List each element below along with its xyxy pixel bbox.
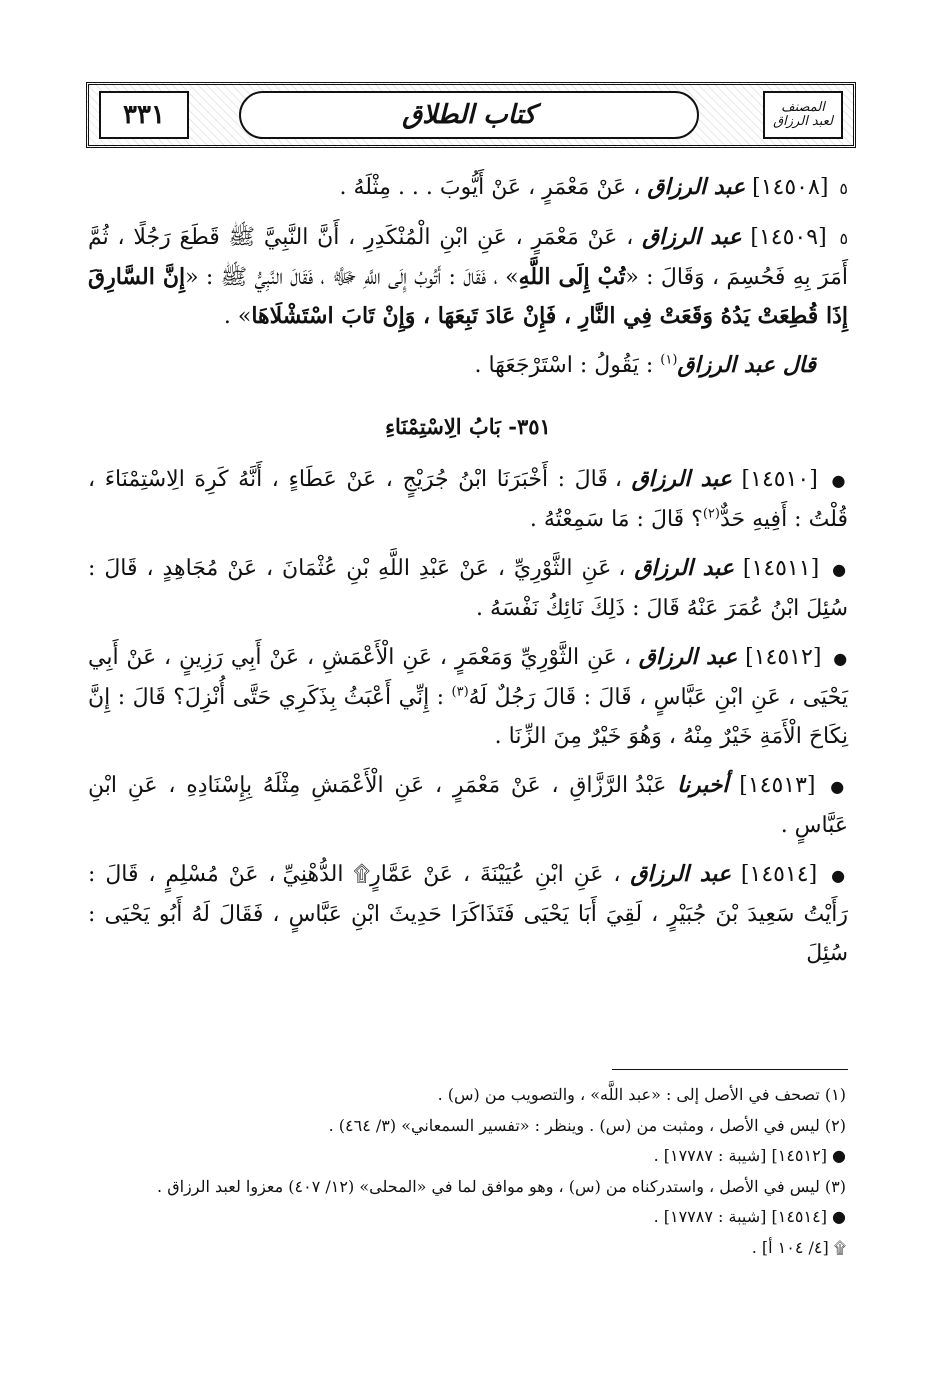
saying-text: : يَقُولُ : اسْتَرْجَعَهَا . — [474, 353, 654, 378]
main-text — [88, 168, 848, 983]
hadith-marker: ٥ — [839, 229, 849, 248]
hadith-14508 — [88, 168, 848, 208]
footnote-3: (٣) ليس في الأصل ، واستدركناه من (س) ، وهو موافق لما في «المحلى» (١٢/ ٤٠٧) معزوا لعبد الرزاق . — [157, 1176, 846, 1196]
hadith-text: » ، فَقَالَ : أَتُوبُ إِلَى اللَّهِ ﷻ ، فَقَالَ النَّبِيُّ ﷺ : « — [185, 265, 519, 290]
footnote-ref-14512: ● [١٤٥١٢] [شيبة : ١٧٧٨٧] . — [653, 1146, 846, 1165]
hadith-narrator: أخبرنا — [677, 772, 729, 798]
hadith-number: [١٤٥١٣] — [739, 773, 816, 798]
hadith-text: ، عَنِ الثَّوْرِيِّ وَمَعْمَرٍ ، عَنِ الْأَعْمَشِ ، عَنْ أَبِي رَزِينٍ ، عَنْ أَبِي يَحْيَى ، عَنِ ابْنِ عَبَّاسٍ ، قَالَ : قَالَ رَجُلٌ لَهُ — [88, 645, 848, 710]
hadith-narrator: عبد الرزاق — [634, 555, 734, 581]
logo-line-1: المصنف — [781, 99, 825, 115]
hadith-text: ؟ قَالَ : مَا سَمِعْتُهُ . — [529, 507, 703, 532]
hadith-marker: ● — [833, 649, 848, 668]
footnote-ref: (٣) — [451, 684, 469, 700]
hadith-14511 — [88, 549, 848, 628]
hadith-narrator: عبد الرزاق — [642, 224, 742, 250]
prophet-saying: تُبْ إِلَى اللَّهِ — [518, 264, 626, 290]
hadith-text: عَبْدُ الرَّزَّاقِ ، عَنْ مَعْمَرٍ ، عَنِ الْأَعْمَشِ مِثْلَهُ بِإِسْنَادِهِ ، عَنِ ابْنِ عَبَّاسٍ . — [88, 773, 848, 838]
hadith-text: ، عَنِ ابْنِ عُيَيْنَةَ ، عَنْ عَمَّارٍ — [370, 862, 621, 887]
hadith-marker: ● — [832, 560, 849, 579]
hadith-text: : إِنِّي أَعْبَثُ بِذَكَرِي حَتَّى أُنْزِلَ؟ قَالَ : إِنَّ نِكَاحَ الْأَمَةِ خَيْرٌ مِنْهُ ، وَهُوَ خَيْرٌ مِنَ الزِّنَا . — [88, 685, 848, 749]
book-logo — [763, 91, 843, 139]
hadith-marker: ٥ — [839, 179, 848, 198]
footnotes — [88, 1080, 846, 1263]
page-number: ٣٣١ — [99, 91, 189, 139]
page-header — [86, 82, 856, 148]
hadith-14512 — [88, 638, 848, 756]
hadith-text: ، قَالَ : أَخْبَرَنَا ابْنُ جُرَيْجٍ ، عَنْ عَطَاءٍ ، أَنَّهُ كَرِهَ الِاسْتِمْنَاءَ ، قُلْتُ : أَفِيهِ حَدٌّ — [88, 467, 848, 532]
saying-narrator: قال عبد الرزاق — [677, 352, 816, 378]
book-title: كتاب الطلاق — [239, 91, 699, 139]
footnote-divider — [612, 1069, 848, 1070]
manuscript-folio-icon: ۩ — [353, 862, 371, 887]
hadith-marker: ● — [830, 777, 848, 796]
hadith-narrator: عبد الرزاق — [638, 644, 738, 670]
hadith-14510 — [88, 460, 848, 539]
hadith-number: [١٤٥٠٩] — [750, 225, 827, 250]
hadith-number: [١٤٥١٠] — [741, 467, 818, 492]
hadith-14509 — [88, 218, 848, 336]
hadith-number: [١٤٥٠٨] — [752, 175, 829, 200]
hadith-narrator: عبد الرزاق — [647, 174, 746, 200]
hadith-marker: ● — [831, 471, 849, 490]
prophet-saying: إِنَّ السَّارِقَ إِذَا قُطِعَتْ يَدُهُ وَقَعَتْ فِي النَّارِ ، فَإِنْ عَادَ تَبِعَهَا ، وَإِنْ تَابَ اسْتَشْلَاهَا — [88, 264, 848, 329]
hadith-number: [١٤٥١٤] — [740, 862, 818, 887]
footnote-ref: (٢) — [702, 506, 720, 522]
hadith-text: ، عَنِ الثَّوْرِيِّ ، عَنْ عَبْدِ اللَّهِ بْنِ عُثْمَانَ ، عَنْ مُجَاهِدٍ ، قَالَ : سُئِلَ ابْنُ عُمَرَ عَنْهُ قَالَ : ذَلِكَ نَائِكُ نَفْسَهُ . — [88, 556, 848, 621]
hadith-text: ، عَنْ مَعْمَرٍ ، عَنِ ابْنِ الْمُنْكَدِرِ ، أَنَّ النَّبِيَّ ﷺ قَطَعَ رَجُلًا ، ثُمَّ أَمَرَ بِهِ فَحُسِمَ ، وَقَالَ : « — [88, 225, 848, 290]
logo-line-2: لعبد الرزاق — [773, 114, 833, 129]
abdurrazzaq-saying — [88, 346, 816, 385]
footnote-ref-14514: ● [١٤٥١٤] [شيبة : ١٧٧٨٧] . — [653, 1207, 846, 1226]
hadith-text: ، عَنْ مَعْمَرٍ ، عَنْ أَيُّوبَ . . . مِثْلَهُ . — [339, 175, 641, 200]
hadith-text: الدُّهْنِيِّ ، عَنْ مُسْلِمٍ ، قَالَ : رَأَيْتُ سَعِيدَ بْنَ جُبَيْرٍ ، لَقِيَ أَبَا يَحْيَى فَتَذَاكَرَا حَدِيثَ ابْنِ عَبَّاسٍ ، فَقَالَ لَهُ أَبُو يَحْيَى : سُئِلَ — [88, 862, 848, 966]
hadith-14514 — [88, 855, 848, 973]
hadith-narrator: عبد الرزاق — [630, 861, 732, 887]
footnote-ref: (١) — [660, 352, 678, 368]
hadith-number: [١٤٥١١] — [742, 556, 820, 581]
hadith-number: [١٤٥١٢] — [745, 645, 822, 670]
hadith-narrator: عبد الرزاق — [631, 466, 732, 492]
hadith-marker: ● — [831, 866, 848, 885]
footnote-folio: ۩ [٤/ ١٠٤ أ] . — [751, 1237, 846, 1257]
footnote-1: (١) تصحف في الأصل إلى : «عبد اللَّه» ، والتصويب من (س) . — [437, 1085, 846, 1104]
hadith-14513 — [88, 766, 848, 845]
footnote-2: (٢) ليس في الأصل ، ومثبت من (س) . وينظر : «تفسير السمعاني» (٣/ ٤٦٤) . — [328, 1115, 846, 1135]
hadith-text: » . — [223, 304, 252, 329]
chapter-heading: ٣٥١- بَابُ الِاسْتِمْنَاءِ — [385, 414, 551, 439]
